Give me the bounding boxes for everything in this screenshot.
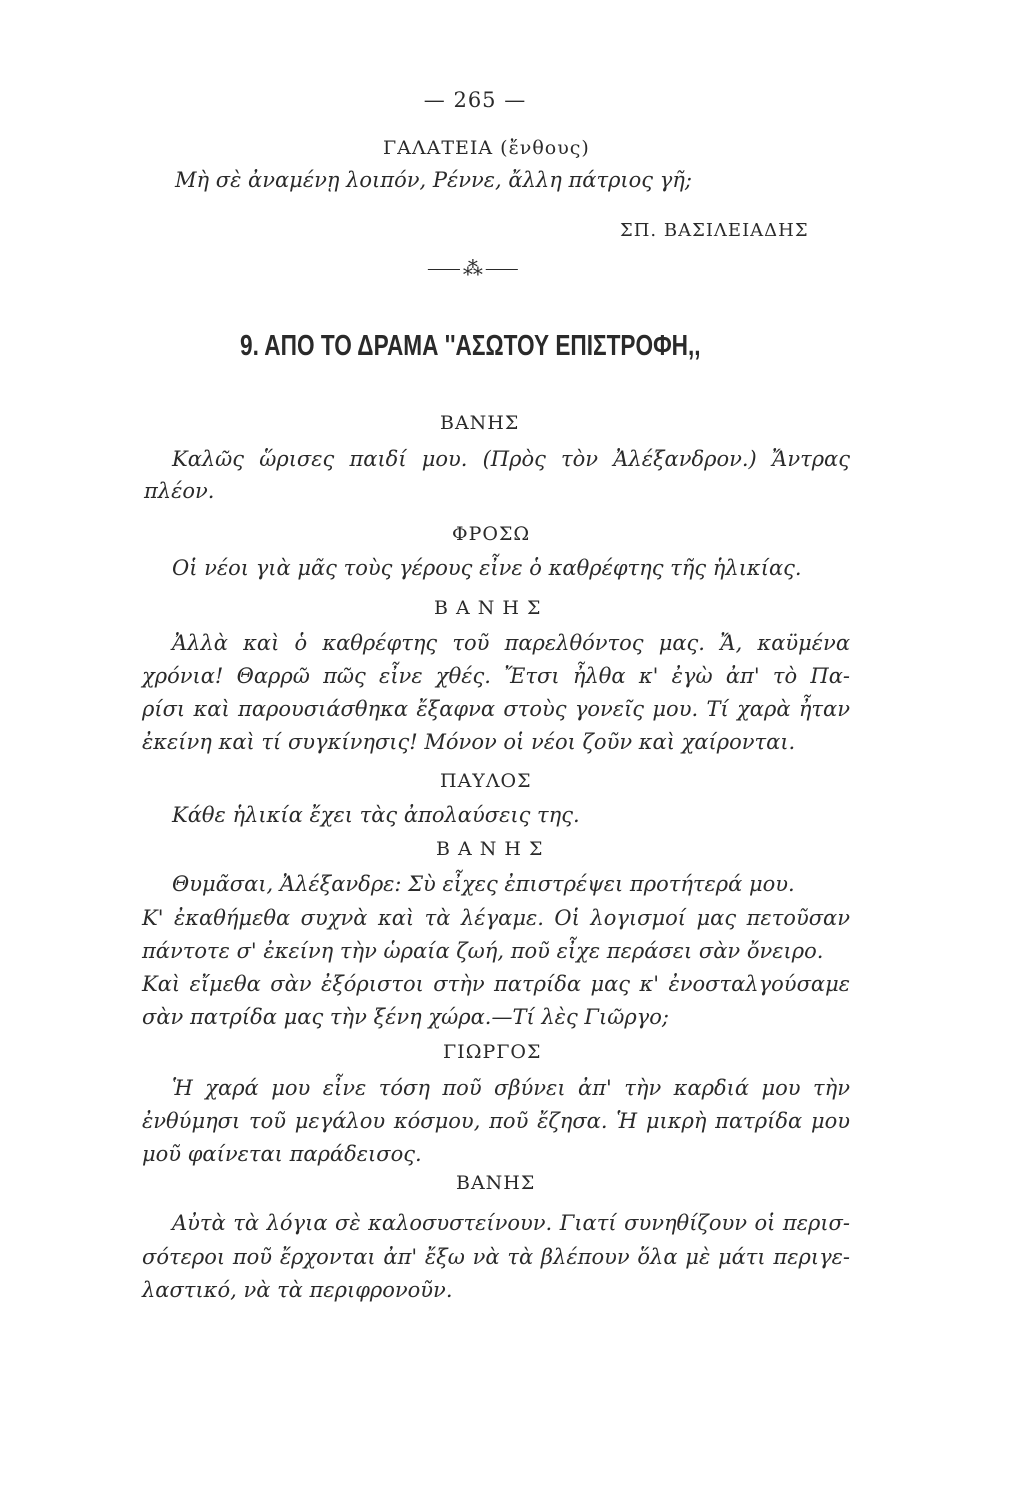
speaker-vanis: Β Α Ν Η Σ (434, 597, 542, 619)
dialogue-line: λαστικό, νὰ τὰ περιφρονοῦν. (142, 1278, 453, 1302)
author-signature: ΣΠ. ΒΑΣΙΛΕΙΑΔΗΣ (620, 220, 809, 241)
dialogue-line: ἐκείνη καὶ τί συγκίνησις! Μόνον οἱ νέοι ζοῦν καὶ χαίρονται. (142, 730, 796, 754)
dialogue-line: πάντοτε σ' ἐκείνη τὴν ὡραία ζωή, ποῦ εἶχε περάσει σὰν ὄνειρο. (142, 939, 824, 963)
dialogue-line: χρόνια! Θαρρῶ πῶς εἶνε χθές. Ἔτσι ἦλθα κ' ἐγὼ ἀπ' τὸ Πα- (142, 664, 850, 688)
speaker-vanis: ΒΑΝΗΣ (456, 1172, 536, 1194)
dialogue-line: ρίσι καὶ παρουσιάσθηκα ἔξαφνα στοὺς γονεῖς μου. Τί χαρὰ ἦταν (142, 697, 850, 721)
speaker-galateia: ΓΑΛΑΤΕΙΑ (ἔνθους) (383, 137, 590, 159)
dialogue-line: Μὴ σὲ ἀναμένῃ λοιπόν, Ρέννε, ἄλλη πάτριος γῆ; (175, 168, 692, 192)
dialogue-line: ἐνθύμησι τοῦ μεγάλου κόσμου, ποῦ ἔζησα. Ἡ μικρὴ πατρίδα μου (142, 1109, 850, 1133)
dialogue-line: πλέον. (144, 479, 215, 503)
dialogue-line: μοῦ φαίνεται παράδεισος. (142, 1142, 422, 1166)
dialogue-line: σὰν πατρίδα μας τὴν ξένη χώρα.—Τί λὲς Γιῶργο; (142, 1005, 669, 1029)
section-ornament: ⸺⁂⸺ (427, 256, 521, 280)
section-heading: 9. ΑΠΟ ΤΟ ΔΡΑΜΑ ''ΑΣΩΤΟΥ ΕΠΙΣΤΡΟΦΗ,, (240, 330, 701, 362)
speaker-giorgos: ΓΙΩΡΓΟΣ (443, 1041, 542, 1063)
dialogue-line: σότεροι ποῦ ἔρχονται ἀπ' ἔξω νὰ τὰ βλέπουν ὅλα μὲ μάτι περιγε- (142, 1245, 850, 1269)
speaker-vanis: ΒΑΝΗΣ (440, 412, 520, 434)
speaker-froso: ΦΡΟΣΩ (452, 523, 531, 545)
dialogue-line: Αὐτὰ τὰ λόγια σὲ καλοσυστείνουν. Γιατί συνηθίζουν οἱ περισ- (172, 1211, 850, 1235)
dialogue-line: Κάθε ἡλικία ἔχει τὰς ἀπολαύσεις της. (172, 803, 580, 827)
dialogue-line: Καὶ εἴμεθα σὰν ἐξόριστοι στὴν πατρίδα μας κ' ἐνοσταλγούσαμε (142, 972, 850, 996)
dialogue-line: Καλῶς ὥρισες παιδί μου. (Πρὸς τὸν Ἀλέξανδρον.) Ἄντρας (172, 447, 850, 471)
dialogue-line: Οἱ νέοι γιὰ μᾶς τοὺς γέρους εἶνε ὁ καθρέφτης τῆς ἡλικίας. (172, 556, 802, 580)
dialogue-line: Ἀλλὰ καὶ ὁ καθρέφτης τοῦ παρελθόντος μας. Ἄ, καϋμένα (172, 631, 850, 655)
dialogue-line: Ἡ χαρά μου εἶνε τόση ποῦ σβύνει ἀπ' τὴν καρδιά μου τὴν (172, 1076, 850, 1100)
speaker-vanis: Β Α Ν Η Σ (436, 838, 544, 860)
page-number: — 265 — (423, 88, 527, 112)
speaker-pavlos: ΠΑΥΛΟΣ (440, 770, 532, 792)
dialogue-line: Κ' ἐκαθήμεθα συχνὰ καὶ τὰ λέγαμε. Οἱ λογισμοί μας πετοῦσαν (142, 906, 850, 930)
dialogue-line: Θυμᾶσαι, Ἀλέξανδρε: Σὺ εἶχες ἐπιστρέψει προτήτερά μου. (172, 872, 795, 896)
